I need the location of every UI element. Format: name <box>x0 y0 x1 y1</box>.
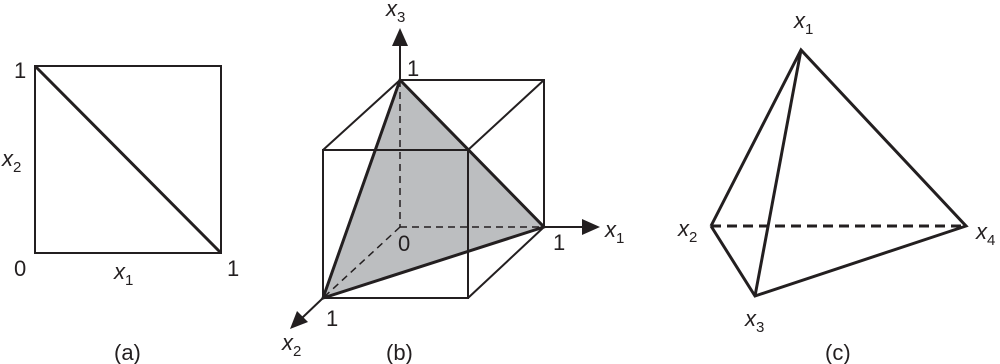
top-left-label: 1 <box>14 58 27 83</box>
vertex-x1-label <box>793 8 813 38</box>
x2-axis-label <box>1 146 21 176</box>
vertex-x1-sub: 1 <box>805 21 814 38</box>
x1-axis-label <box>113 259 133 289</box>
origin-label: 0 <box>14 256 27 281</box>
x2-axis <box>302 298 323 318</box>
vertex-x3-sub: 3 <box>756 319 765 336</box>
x2-var: x <box>2 146 13 171</box>
bottom-right-label: 1 <box>227 256 240 281</box>
simplex-diagonal <box>35 66 221 253</box>
caption-a: (a) <box>114 340 141 364</box>
x1-arrowhead <box>582 219 600 235</box>
x2-var: x <box>282 330 293 355</box>
caption-b: (b) <box>386 340 413 364</box>
tetrahedron-edge-x1-x3 <box>755 50 801 296</box>
x2-sub: 2 <box>13 159 22 176</box>
vertex-x2-sub: 2 <box>689 229 698 246</box>
x3-sub: 3 <box>397 9 406 26</box>
bottom-one-label: 1 <box>326 306 339 331</box>
x2-label <box>281 330 301 360</box>
vertex-x2-label <box>677 216 697 246</box>
x1-label <box>604 217 624 247</box>
panel-b <box>281 0 624 364</box>
vertex-x2-var: x <box>678 216 689 241</box>
x3-arrowhead <box>392 28 408 46</box>
tetrahedron-outline <box>711 50 966 296</box>
x2-sub: 2 <box>293 343 302 360</box>
vertex-x3-label <box>744 306 764 336</box>
panel-c <box>677 8 995 364</box>
x1-var: x <box>605 217 616 242</box>
x1-sub: 1 <box>616 230 625 247</box>
x1-var: x <box>114 259 125 284</box>
vertex-x1-var: x <box>794 8 805 33</box>
vertex-x4-sub: 4 <box>987 232 996 249</box>
panel-a <box>1 58 239 364</box>
caption-c: (c) <box>825 340 851 364</box>
right-one-label: 1 <box>553 230 566 255</box>
vertex-x4-label <box>975 219 995 249</box>
origin-label: 0 <box>398 231 411 256</box>
x1-sub: 1 <box>125 272 134 289</box>
top-one-label: 1 <box>407 56 420 81</box>
x3-var: x <box>386 0 397 21</box>
vertex-x4-var: x <box>976 219 987 244</box>
cube-edge-top-right <box>468 80 544 150</box>
vertex-x3-var: x <box>745 306 756 331</box>
x3-label <box>385 0 405 26</box>
